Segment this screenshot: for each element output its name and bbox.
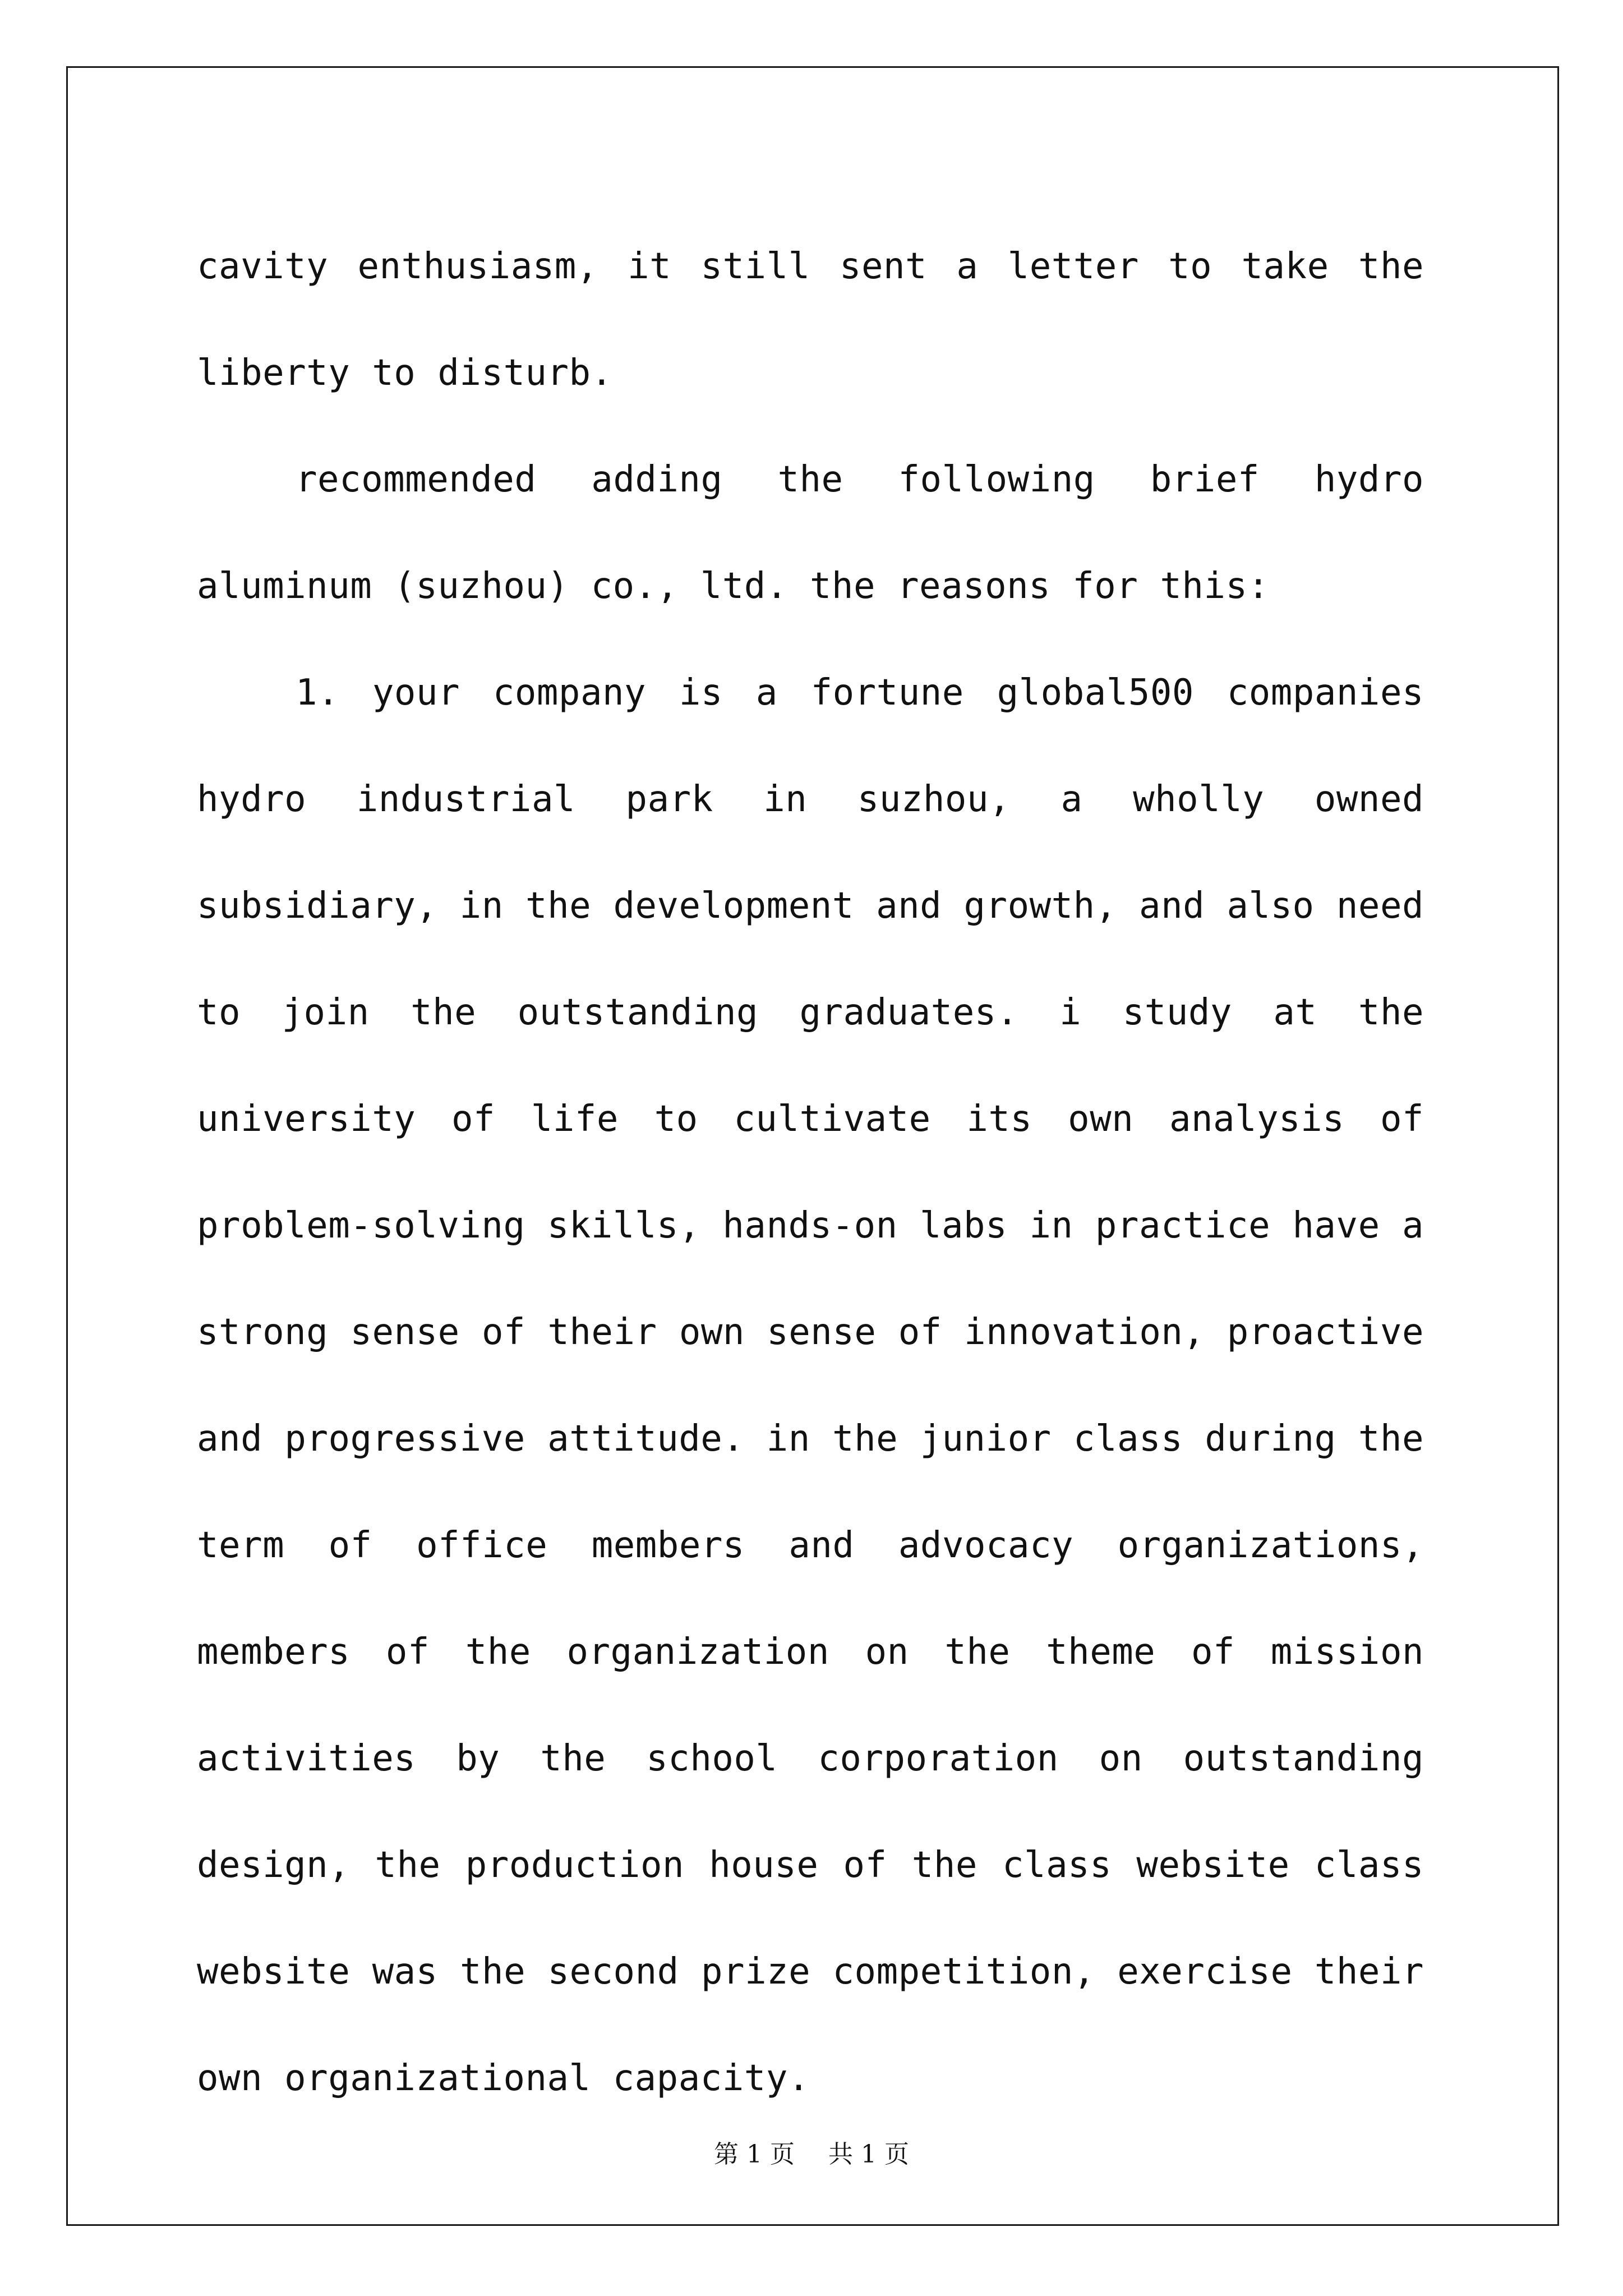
paragraph-recommendation: recommended adding the following brief hydro aluminum (suzhou) co., ltd. the reasons for this:: [197, 459, 1424, 607]
paragraph-reason-1: 1. your company is a fortune global500 companies hydro industrial park in suzhou, a wholly owned subsidiary, in the development and growth, and also need to join the outstanding graduates. i study at the university of life to cultivate its own analysis of problem-solving skills, hands-on labs in practice have a strong sense of their own sense of innovation, proactive and progressive attitude. in the junior class during the term of office members and advocacy organizations, members of the organization on the theme of mission activities by the school corporation on outstanding design, the production house of the class website class website was the second prize competition, exercise their own organizational capacity.: [197, 672, 1424, 2099]
page-footer: [0, 2134, 1623, 2170]
page-total: 共 1 页: [828, 2140, 909, 2169]
paragraph-opening: cavity enthusiasm, it still sent a letter to take the liberty to disturb.: [197, 246, 1424, 394]
page-number: 第 1 页: [714, 2140, 795, 2169]
document-body: [197, 213, 1424, 2132]
